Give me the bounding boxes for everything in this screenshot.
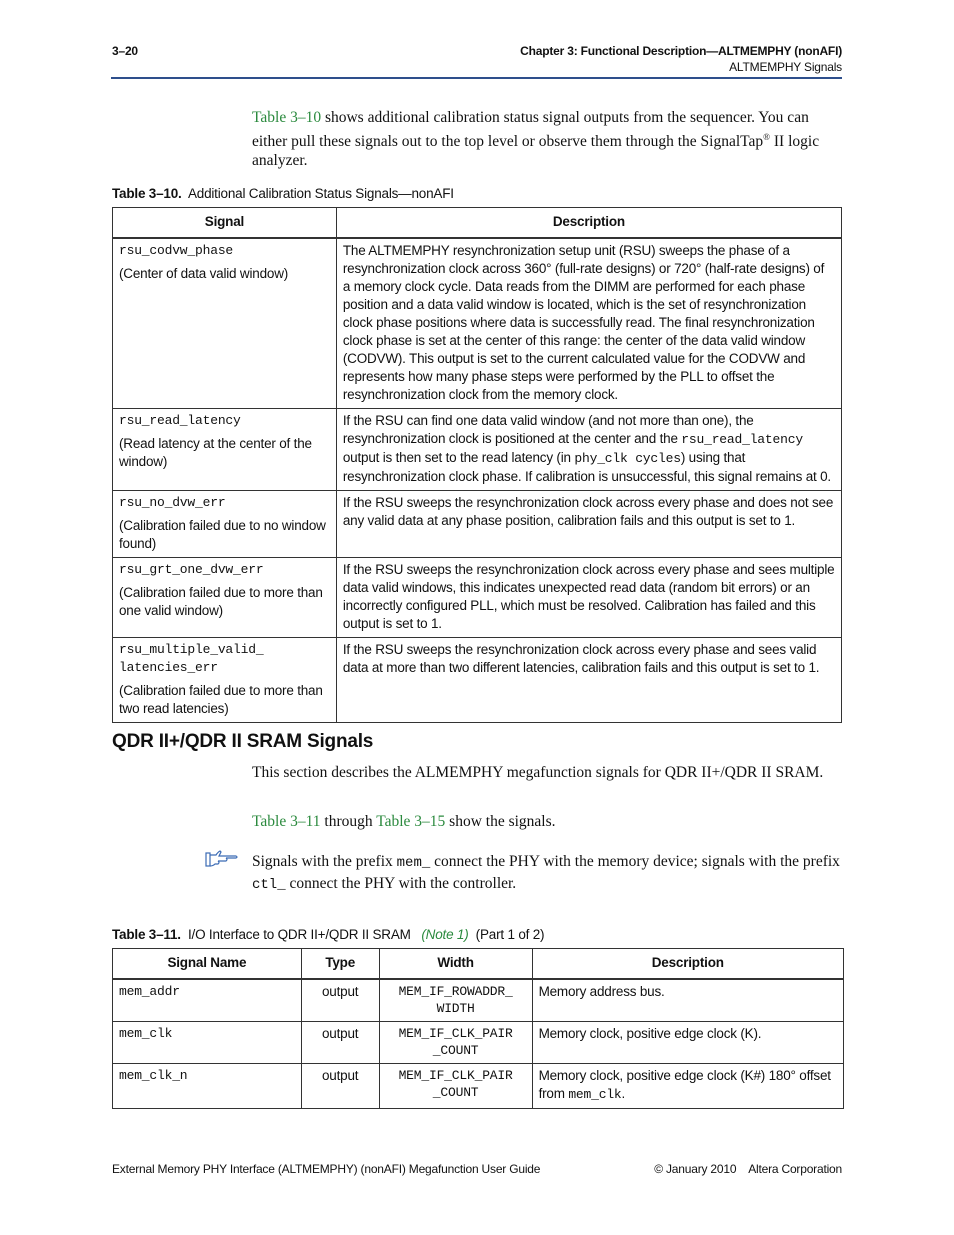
- width-line-1: MEM_IF_CLK_PAIR: [398, 1025, 513, 1041]
- ref-text: through: [320, 813, 377, 830]
- column-header-signal-name: Signal Name: [113, 949, 302, 979]
- signal-name: mem_clk_n: [113, 1063, 302, 1108]
- table-row: [113, 490, 842, 557]
- section-heading: QDR II+/QDR II SRAM Signals: [112, 731, 374, 752]
- registered-mark: ®: [763, 131, 771, 142]
- intro-paragraph: [252, 108, 844, 171]
- signal-type: output: [301, 1063, 379, 1108]
- signal-name: rsu_read_latency: [119, 412, 241, 428]
- table-row: [113, 408, 842, 490]
- signal-name-line-1: rsu_multiple_valid_: [119, 641, 264, 657]
- table-3-11-caption: [112, 927, 544, 942]
- signal-type: output: [301, 1021, 379, 1063]
- caption-text: I/O Interface to QDR II+/QDR II SRAM: [187, 927, 411, 942]
- table-row: [113, 1063, 844, 1108]
- caption-text: Additional Calibration Status Signals—nonAFI: [187, 186, 454, 201]
- tables-reference: [252, 812, 844, 832]
- signal-note: (Center of data valid window): [119, 265, 289, 281]
- signal-description: If the RSU sweeps the resynchronization clock across every phase and does not see any valid data at any phase position, calibration fails and this output is set to 1.: [336, 490, 841, 557]
- desc-code: rsu_read_latency: [681, 431, 803, 447]
- width-line-2: WIDTH: [436, 1000, 475, 1016]
- column-header-width: Width: [379, 949, 532, 979]
- table-3-10-caption: [112, 186, 454, 201]
- signal-note: (Read latency at the center of the window): [119, 435, 312, 469]
- note-1-link[interactable]: (Note 1): [421, 927, 469, 942]
- caption-label: Table 3–10.: [112, 186, 182, 201]
- section-paragraph: This section describes the ALMEMPHY megafunction signals for QDR II+/QDR II SRAM.: [252, 764, 824, 781]
- footer-document-title: External Memory PHY Interface (ALTMEMPHY) (nonAFI) Megafunction User Guide: [112, 1162, 541, 1176]
- table-row: [113, 557, 842, 637]
- signal-width: [379, 1063, 532, 1108]
- desc-text: ) using that resynchronization clock phase. If calibration is unsuccessful, this signal remains at 0.: [342, 449, 831, 484]
- intro-text-2: II logic analyzer.: [252, 132, 820, 170]
- ref-text: show the signals.: [445, 813, 556, 830]
- note-text: connect the PHY with the memory device; signals with the prefix: [430, 853, 840, 870]
- desc-text: .: [621, 1085, 626, 1101]
- desc-text: output is then set to the read latency (in: [342, 449, 575, 465]
- note-code: ctl_: [252, 876, 286, 893]
- signal-width: [379, 1021, 532, 1063]
- column-header-description: Description: [336, 208, 841, 238]
- signal-name: mem_addr: [113, 979, 302, 1022]
- signal-name: rsu_no_dvw_err: [119, 494, 226, 510]
- signal-width: [379, 979, 532, 1022]
- signal-description: Memory clock, positive edge clock (K).: [532, 1021, 843, 1063]
- table-row: [113, 1021, 844, 1063]
- signal-name-line-2: latencies_err: [119, 659, 218, 675]
- table-3-11-link[interactable]: Table 3–11: [252, 813, 321, 830]
- column-header-type: Type: [301, 949, 379, 979]
- caption-part: (Part 1 of 2): [475, 927, 545, 942]
- note-text: connect the PHY with the controller.: [285, 874, 517, 892]
- note-code: mem_: [396, 855, 431, 871]
- width-line-1: MEM_IF_ROWADDR_: [398, 983, 513, 999]
- signal-description: [532, 1063, 843, 1108]
- pointing-hand-icon: [205, 850, 239, 873]
- column-header-description: Description: [532, 949, 843, 979]
- table-row: [113, 238, 842, 409]
- width-line-2: _COUNT: [432, 1042, 479, 1058]
- column-header-signal: Signal: [113, 208, 337, 238]
- desc-code: phy_clk cycles: [574, 450, 681, 466]
- desc-text: Memory clock, positive edge clock (K#) 180° offset from: [538, 1067, 831, 1101]
- desc-text: If the RSU can find one data valid window (and not more than one), the resynchronization clock is positioned at the center and the: [342, 412, 754, 446]
- header-rule: [111, 77, 842, 79]
- signal-description: Memory address bus.: [532, 979, 843, 1022]
- chapter-title: Chapter 3: Functional Description—ALTMEMPHY (nonAFI): [520, 44, 842, 58]
- table-row: [113, 979, 844, 1022]
- signal-type: output: [301, 979, 379, 1022]
- section-title: ALTMEMPHY Signals: [729, 60, 842, 74]
- caption-label: Table 3–11.: [112, 927, 181, 942]
- signal-description: If the RSU sweeps the resynchronization clock across every phase and sees multiple data valid windows, this indicates unexpected read data (random bit errors) or an incorrectly configured PLL, which must be resolved. Calibration has failed and this output is set to 1.: [336, 557, 841, 637]
- desc-code: mem_clk: [568, 1086, 622, 1102]
- signal-note: (Calibration failed due to more than one valid window): [119, 584, 323, 618]
- note-paragraph: [252, 852, 844, 895]
- signal-name: rsu_codvw_phase: [119, 242, 234, 258]
- qdr-io-interface-table: [112, 948, 844, 1109]
- note-text: Signals with the prefix: [252, 853, 397, 870]
- signal-note: (Calibration failed due to more than two read latencies): [119, 682, 323, 716]
- signal-name: mem_clk: [113, 1021, 302, 1063]
- table-3-10-link[interactable]: Table 3–10: [252, 109, 322, 126]
- width-line-1: MEM_IF_CLK_PAIR: [398, 1067, 513, 1083]
- table-row: [113, 637, 842, 722]
- footer-copyright: © January 2010 Altera Corporation: [654, 1162, 842, 1176]
- intro-text-1: shows additional calibration status signal outputs from the sequencer. You can either pull these signals out to the top level or observe them through the SignalTap: [252, 109, 809, 150]
- signal-note: (Calibration failed due to no window found): [119, 517, 326, 551]
- table-3-15-link[interactable]: Table 3–15: [376, 813, 446, 830]
- width-line-2: _COUNT: [432, 1084, 479, 1100]
- signal-name: rsu_grt_one_dvw_err: [119, 561, 264, 577]
- calibration-status-table: [112, 207, 842, 723]
- page-number: 3–20: [112, 44, 138, 58]
- signal-description: If the RSU sweeps the resynchronization clock across every phase and sees valid data at more than two different latencies, calibration fails and this output is set to 1.: [336, 637, 841, 722]
- signal-description: [336, 408, 841, 490]
- signal-description: The ALTMEMPHY resynchronization setup unit (RSU) sweeps the phase of a resynchronization clock across 360° (full-rate designs) or 720° (half-rate designs) of a memory clock cycle. Data reads from the DIMM are performed for each phase position and a data valid window is located, which is the set of resynchronization clock phase positions where data is successfully read. The final resynchronization clock phase is set at the center of this range: the center of the data valid window (CODVW). This output is set to the current calculated value for the CODVW and represents how many phase steps were performed by the PLL to offset the resynchronization clock from the memory clock.: [336, 238, 841, 409]
